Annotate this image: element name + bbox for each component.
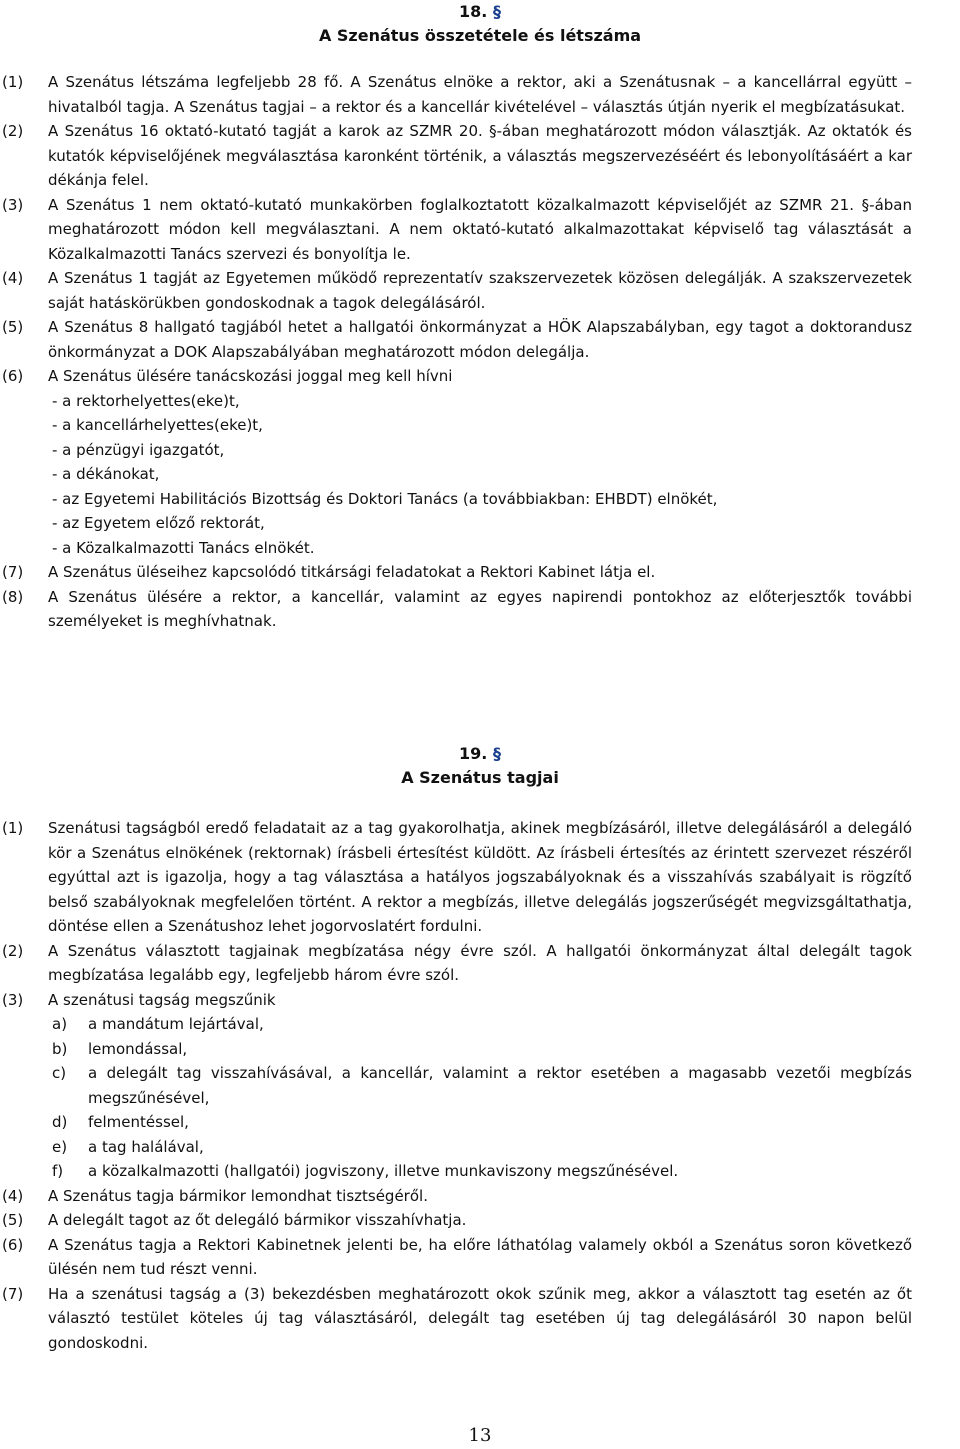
list-item: - az Egyetemi Habilitációs Bizottság és Doktori Tanács (a továbbiakban: EHBDT) elnökét, [52, 489, 718, 508]
item-text: a delegált tag visszahívásával, a kancellár, valamint a rektor esetében a magasabb vezetői megbízás megszűnésével, [88, 1064, 912, 1107]
paragraph-number: (2) [2, 941, 24, 960]
paragraph [0, 193, 912, 267]
list-item [0, 1012, 912, 1037]
paragraph-number: (8) [2, 587, 24, 606]
paragraph-number: (7) [2, 563, 24, 581]
paragraph-text: A Szenátus tagja a Rektori Kabinetnek jelenti be, ha előre láthatólag valamely okból a Szenátus soron következő ülésén nem tud részt venni. [48, 1235, 912, 1278]
paragraph [0, 988, 912, 1013]
paragraph [0, 266, 912, 315]
section-18-heading [0, 0, 960, 48]
list-item: - a rektorhelyettes(eke)t, [52, 391, 240, 410]
paragraph [0, 119, 912, 193]
paragraph-text: Szenátusi tagságból eredő feladatait az a tag gyakorolhatja, akinek megbízásáról, illetve delegálásáról a delegáló kör a Szenátus elnökének (rektornak) írásbeli értesítést küldött. Az írásbeli értesítés az érintett szervezet részéről egyúttal azt is igazolja, hogy a tag választása a hatályos jogszabályoknak és a visszahívás szabályait is rögzítő belső szabályoknak megfelelően történt. A rektor a megbízás, illetve delegálás jogszerűségét megvizsgáltathatja, döntése ellen a Szenátushoz lehet jogorvoslatért fordulni. [48, 819, 912, 935]
section-symbol: § [492, 744, 501, 763]
item-letter: d) [52, 1113, 68, 1131]
paragraph-text: A Szenátus ülésére tanácskozási joggal meg kell hívni [48, 367, 453, 385]
list-item [0, 1159, 912, 1184]
list-item [0, 1061, 912, 1110]
item-text: a tag halálával, [88, 1137, 204, 1156]
paragraph-number: (4) [2, 269, 24, 287]
list-item: - az Egyetem előző rektorát, [52, 514, 265, 532]
item-letter: e) [52, 1137, 68, 1156]
paragraph [0, 315, 912, 364]
list-item: - a kancellárhelyettes(eke)t, [52, 416, 263, 434]
paragraph-number: (1) [2, 73, 24, 91]
paragraph [0, 816, 912, 939]
paragraph [0, 70, 912, 119]
section-title: A Szenátus tagjai [401, 768, 559, 787]
paragraph-number: (2) [2, 122, 24, 140]
paragraph [0, 1184, 912, 1209]
paragraph-text: A Szenátus 1 nem oktató-kutató munkakörben foglalkoztatott közalkalmazott képviselőjét az SZMR 21. §-ában meghatározott módon kell megválasztani. A nem oktató-kutató alkalmazottakat képviselő tag választását a Közalkalmazotti Tanács szervezi és bonyolítja le. [48, 195, 912, 263]
paragraph-number: (6) [2, 1235, 24, 1254]
paragraph-text: A delegált tagot az őt delegáló bármikor visszahívhatja. [48, 1211, 467, 1229]
list-item: - a pénzügyi igazgatót, [52, 440, 225, 459]
section-title: A Szenátus összetétele és létszáma [318, 26, 642, 45]
paragraph-number: (3) [2, 990, 24, 1009]
item-text: lemondással, [88, 1039, 188, 1058]
section-18-body [0, 70, 960, 634]
list-item [0, 1110, 912, 1135]
item-text: a mandátum lejártával, [88, 1015, 264, 1033]
item-text: a közalkalmazotti (hallgatói) jogviszony, illetve munkaviszony megszűnésével. [88, 1162, 679, 1180]
list-item: - a dékánokat, [52, 465, 160, 483]
paragraph-text: A Szenátus 1 tagját az Egyetemen működő reprezentatív szakszervezetek közösen delegálják. A szakszervezetek saját hatáskörükben gondoskodnak a tagok delegálásáról. [48, 269, 912, 312]
section-number: 18. [459, 2, 488, 21]
list-item [0, 1135, 912, 1160]
paragraph-text: A szenátusi tagság megszűnik [48, 990, 276, 1009]
page-number: 13 [468, 1425, 492, 1446]
item-letter: b) [52, 1039, 68, 1058]
paragraph-text: A Szenátus választott tagjainak megbízatása négy évre szól. A hallgatói önkormányzat által delegált tagok megbízatása legalább egy, legfeljebb három évre szól. [48, 941, 912, 984]
paragraph-text: A Szenátus 16 oktató-kutató tagját a karok az SZMR 20. §-ában meghatározott módon választják. Az oktatók és kutatók képviselőjének megválasztása karonként történik, a választás megszervezéséért és lebonyolításáért a kar dékánja felel. [48, 122, 912, 189]
item-letter: a) [52, 1015, 68, 1033]
list-item: - a Közalkalmazotti Tanács elnökét. [52, 538, 315, 557]
paragraph-number: (4) [2, 1186, 24, 1205]
paragraph-text: A Szenátus tagja bármikor lemondhat tisztségéről. [48, 1186, 428, 1205]
paragraph [0, 1208, 912, 1233]
paragraph [0, 560, 912, 585]
paragraph-number: (7) [2, 1284, 24, 1303]
paragraph-number: (5) [2, 1211, 24, 1229]
paragraph-text: A Szenátus 8 hallgató tagjából hetet a hallgatói önkormányzat a HÖK Alapszabályban, egy tagot a doktorandusz önkormányzat a DOK Alapszabályában meghatározott módon delegálja. [48, 318, 912, 361]
item-text: felmentéssel, [88, 1113, 189, 1131]
paragraph [0, 1282, 912, 1356]
paragraph-text: A Szenátus ülésére a rektor, a kancellár, valamint az egyes napirendi pontokhoz az előterjesztők további személyeket is meghívhatnak. [48, 587, 912, 630]
paragraph-text: A Szenátus létszáma legfeljebb 28 fő. A Szenátus elnöke a rektor, aki a Szenátusnak – a kancellárral együtt – hivatalból tagja. A Szenátus tagjai – a rektor és a kancellár kivételével – választás útján nyerik el megbízatásukat. [48, 73, 912, 116]
item-letter: f) [52, 1162, 64, 1180]
paragraph-number: (6) [2, 367, 24, 385]
paragraph [0, 1233, 912, 1282]
paragraph-text: A Szenátus üléseihez kapcsolódó titkársági feladatokat a Rektori Kabinet látja el. [48, 563, 656, 581]
section-symbol: § [492, 2, 501, 21]
paragraph-number: (1) [2, 819, 24, 837]
section-19-body [0, 816, 960, 1355]
section-19-heading [0, 742, 960, 790]
paragraph [0, 585, 912, 634]
list-item [0, 1037, 912, 1062]
paragraph [0, 939, 912, 988]
item-letter: c) [52, 1064, 67, 1082]
section-number: 19. [459, 744, 488, 763]
paragraph [0, 364, 912, 389]
paragraph-number: (5) [2, 318, 24, 336]
paragraph-number: (3) [2, 195, 24, 214]
paragraph-text: Ha a szenátusi tagság a (3) bekezdésben meghatározott okok szűnik meg, akkor a választott tag esetén az őt választó testület köteles új tag választásáról, delegált tag esetében új tag delegálásáról 30 napon belül gondoskodni. [48, 1284, 912, 1352]
